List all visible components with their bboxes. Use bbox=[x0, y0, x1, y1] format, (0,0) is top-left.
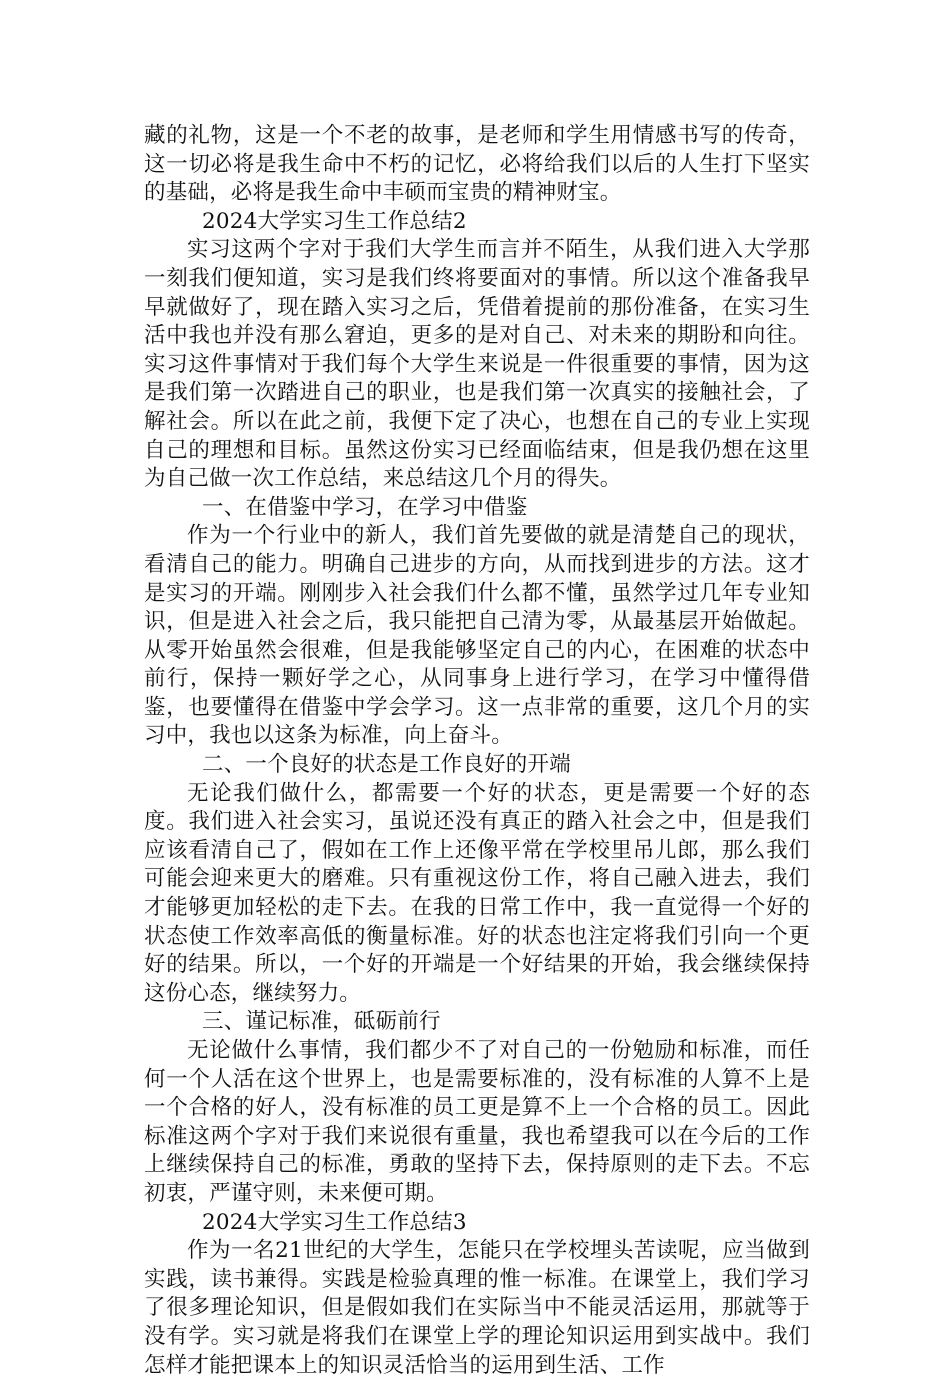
subheading-state: 二、一个良好的状态是工作良好的开端 bbox=[202, 752, 571, 778]
section-title-summary-3: 2024大学实习生工作总结3 bbox=[202, 1209, 467, 1235]
paragraph-intro: 实习这两个字对于我们大学生而言并不陌生，从我们进入大学那一刻我们便知道，实习是我们终将要面对的事情。所以这个准备我早早就做好了，现在踏入实习之后，凭借着提前的那份准备，在实习生活中我也并没有那么窘迫，更多的是对自己、对未来的期盼和向往。实习这件事情对于我们每个大学生来说是一件很重要的事情，因为这是我们第一次踏进自己的职业，也是我们第一次真实的接触社会，了解社会。所以在此之前，我便下定了决心，也想在自己的专业上实现自己的理想和目标。虽然这份实习已经面临结束，但是我仍想在这里为自己做一次工作总结，来总结这几个月的得失。 bbox=[144, 237, 810, 492]
paragraph-state: 无论我们做什么，都需要一个好的状态，更是需要一个好的态度。我们进入社会实习，虽说还没有真正的踏入社会之中，但是我们应该看清自己了，假如在工作上还像平常在学校里吊儿郎，那么我们可能会迎来更大的磨难。只有重视这份工作，将自己融入进去，我们才能够更加轻松的走下去。在我的日常工作中，我一直觉得一个好的状态使工作效率高低的衡量标准。好的状态也注定将我们引向一个更好的结果。所以，一个好的开端是一个好结果的开始，我会继续保持这份心态，继续努力。 bbox=[144, 780, 810, 1006]
section-title-summary-2: 2024大学实习生工作总结2 bbox=[202, 208, 467, 234]
paragraph-continuation: 藏的礼物，这是一个不老的故事，是老师和学生用情感书写的传奇，这一切必将是我生命中不朽的记忆，必将给我们以后的人生打下坚实的基础，必将是我生命中丰硕而宝贵的精神财宝。 bbox=[144, 123, 810, 206]
paragraph-standards: 无论做什么事情，我们都少不了对自己的一份勉励和标准，而任何一个人活在这个世界上，也是需要标准的，没有标准的人算不上是一个合格的好人，没有标准的员工更是算不上一个合格的员工。因此标准这两个字对于我们来说很有重量，我也希望我可以在今后的工作上继续保持自己的标准，勇敢的坚持下去，保持原则的走下去。不忘初衷，严谨守则，未来便可期。 bbox=[144, 1038, 810, 1206]
subheading-learning: 一、在借鉴中学习，在学习中借鉴 bbox=[202, 494, 528, 520]
document-page bbox=[144, 122, 810, 1380]
subheading-standards: 三、谨记标准，砥砺前行 bbox=[202, 1009, 441, 1035]
paragraph-learning: 作为一个行业中的新人，我们首先要做的就是清楚自己的现状，看清自己的能力。明确自己进步的方向，从而找到进步的方法。这才是实习的开端。刚刚步入社会我们什么都不懂，虽然学过几年专业知识，但是进入社会之后，我只能把自己清为零，从最基层开始做起。从零开始虽然会很难，但是我能够坚定自己的内心，在困难的状态中前行，保持一颗好学之心，从同事身上进行学习，在学习中懂得借鉴，也要懂得在借鉴中学会学习。这一点非常的重要，这几个月的实习中，我也以这条为标准，向上奋斗。 bbox=[144, 523, 810, 749]
paragraph-practice: 作为一名21世纪的大学生，怎能只在学校埋头苦读呢，应当做到实践，读书兼得。实践是检验真理的惟一标准。在课堂上，我们学习了很多理论知识，但是假如我们在实际当中不能灵活运用，那就等于没有学。实习就是将我们在课堂上学的理论知识运用到实战中。我们怎样才能把课本上的知识灵活恰当的运用到生活、工作 bbox=[144, 1238, 810, 1378]
